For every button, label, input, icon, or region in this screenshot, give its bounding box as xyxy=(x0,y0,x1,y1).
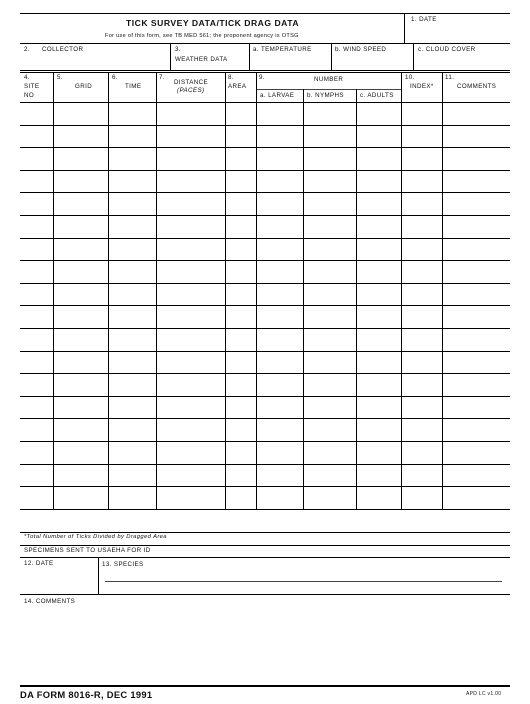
table-cell[interactable] xyxy=(357,193,400,214)
table-cell[interactable] xyxy=(443,487,509,508)
table-cell[interactable] xyxy=(109,397,155,418)
table-cell[interactable] xyxy=(157,419,224,440)
weather-label: WEATHER DATA xyxy=(175,56,228,63)
table-cell[interactable] xyxy=(304,352,355,373)
rule xyxy=(20,72,510,73)
date-field-label: 1. DATE xyxy=(411,16,437,23)
table-cell[interactable] xyxy=(304,126,355,147)
table-cell[interactable] xyxy=(21,465,52,486)
table-cell[interactable] xyxy=(157,239,224,260)
table-cell[interactable] xyxy=(54,171,107,192)
temperature-label: a. TEMPERATURE xyxy=(253,46,312,53)
table-cell[interactable] xyxy=(54,419,107,440)
table-cell[interactable] xyxy=(257,239,302,260)
table-cell[interactable] xyxy=(109,374,155,395)
rule xyxy=(256,89,401,90)
table-cell[interactable] xyxy=(21,171,52,192)
table-cell[interactable] xyxy=(402,374,441,395)
table-cell[interactable] xyxy=(357,171,400,192)
table-cell[interactable] xyxy=(402,306,441,327)
table-cell[interactable] xyxy=(443,126,509,147)
table-cell[interactable] xyxy=(109,419,155,440)
table-cell[interactable] xyxy=(357,261,400,282)
table-cell[interactable] xyxy=(226,148,255,169)
table-cell[interactable] xyxy=(109,193,155,214)
table-cell[interactable] xyxy=(402,103,441,124)
table-cell[interactable] xyxy=(402,171,441,192)
table-cell[interactable] xyxy=(304,284,355,305)
species-label: 13. SPECIES xyxy=(102,561,144,568)
table-cell[interactable] xyxy=(109,329,155,350)
rule xyxy=(20,685,510,687)
table-cell[interactable] xyxy=(402,239,441,260)
table-cell[interactable] xyxy=(357,216,400,237)
table-cell[interactable] xyxy=(157,171,224,192)
table-cell[interactable] xyxy=(402,193,441,214)
table-cell[interactable] xyxy=(21,442,52,463)
rule xyxy=(20,545,510,546)
table-cell[interactable] xyxy=(109,284,155,305)
table-cell[interactable] xyxy=(304,419,355,440)
table-cell[interactable] xyxy=(402,148,441,169)
distance-sub-label: (PACES) xyxy=(177,87,205,94)
table-cell[interactable] xyxy=(109,442,155,463)
table-cell[interactable] xyxy=(257,284,302,305)
nymphs-label: b. NYMPHS xyxy=(307,92,344,99)
table-cell[interactable] xyxy=(304,442,355,463)
table-cell[interactable] xyxy=(257,442,302,463)
table-cell[interactable] xyxy=(109,103,155,124)
table-cell[interactable] xyxy=(157,193,224,214)
site-label: SITE xyxy=(24,83,40,90)
table-cell[interactable] xyxy=(357,126,400,147)
table-cell[interactable] xyxy=(304,103,355,124)
table-cell[interactable] xyxy=(157,261,224,282)
rule xyxy=(413,43,414,70)
form-title: TICK SURVEY DATA/TICK DRAG DATA xyxy=(126,18,300,28)
form-header xyxy=(0,0,530,70)
table-cell[interactable] xyxy=(443,148,509,169)
table-cell[interactable] xyxy=(157,442,224,463)
table-cell[interactable] xyxy=(357,239,400,260)
table-cell[interactable] xyxy=(357,329,400,350)
table-cell[interactable] xyxy=(402,261,441,282)
table-cell[interactable] xyxy=(109,148,155,169)
table-cell[interactable] xyxy=(109,126,155,147)
table-cell[interactable] xyxy=(54,442,107,463)
table-cell[interactable] xyxy=(443,193,509,214)
table-cell[interactable] xyxy=(357,284,400,305)
table-cell[interactable] xyxy=(226,352,255,373)
table-cell[interactable] xyxy=(257,397,302,418)
table-cell[interactable] xyxy=(54,374,107,395)
table-cell[interactable] xyxy=(21,103,52,124)
table-cell[interactable] xyxy=(54,465,107,486)
table-cell[interactable] xyxy=(54,103,107,124)
larvae-label: a. LARVAE xyxy=(260,92,295,99)
table-cell[interactable] xyxy=(257,103,302,124)
table-cell[interactable] xyxy=(304,374,355,395)
table-cell[interactable] xyxy=(257,216,302,237)
table-cell[interactable] xyxy=(226,193,255,214)
table-cell[interactable] xyxy=(226,419,255,440)
rule xyxy=(98,557,99,595)
table-cell[interactable] xyxy=(257,487,302,508)
table-cell[interactable] xyxy=(226,239,255,260)
table-cell[interactable] xyxy=(357,465,400,486)
grid-number: 5. xyxy=(57,74,63,81)
area-number: 8. xyxy=(228,74,234,81)
table-cell[interactable] xyxy=(157,284,224,305)
weather-number: 3. xyxy=(175,46,181,53)
table-cell[interactable] xyxy=(257,148,302,169)
table-cell[interactable] xyxy=(54,216,107,237)
table-cell[interactable] xyxy=(157,352,224,373)
table-cell[interactable] xyxy=(304,171,355,192)
table-cell[interactable] xyxy=(21,419,52,440)
table-cell[interactable] xyxy=(443,352,509,373)
table-cell[interactable] xyxy=(54,329,107,350)
table-cell[interactable] xyxy=(109,306,155,327)
table-cell[interactable] xyxy=(443,171,509,192)
table-cell[interactable] xyxy=(304,148,355,169)
index-footnote: *Total Number of Ticks Divided by Dragged Area xyxy=(24,534,167,540)
table-cell[interactable] xyxy=(357,374,400,395)
table-cell[interactable] xyxy=(443,239,509,260)
form-version: APD LC v1.00 xyxy=(466,691,502,697)
table-cell[interactable] xyxy=(21,126,52,147)
rule xyxy=(105,581,502,582)
table-cell[interactable] xyxy=(304,193,355,214)
form-subtitle: For use of this form, see TB MED 561; the proponent agency is OTSG xyxy=(105,33,299,39)
comments-section-label: 14. COMMENTS xyxy=(24,598,76,605)
cloud-cover-field[interactable] xyxy=(414,56,510,70)
table-cell[interactable] xyxy=(257,352,302,373)
collector-field[interactable] xyxy=(20,44,170,70)
table-cell[interactable] xyxy=(21,397,52,418)
table-cell[interactable] xyxy=(257,126,302,147)
table-cell[interactable] xyxy=(54,487,107,508)
table-cell[interactable] xyxy=(304,329,355,350)
table-cell[interactable] xyxy=(54,284,107,305)
comments-number: 11. xyxy=(445,74,455,81)
table-cell[interactable] xyxy=(402,216,441,237)
table-cell[interactable] xyxy=(157,306,224,327)
table-cell[interactable] xyxy=(157,329,224,350)
table-cell[interactable] xyxy=(226,103,255,124)
table-cell[interactable] xyxy=(357,306,400,327)
table-cell[interactable] xyxy=(54,239,107,260)
index-number: 10. xyxy=(405,74,415,81)
index-label: INDEX* xyxy=(410,83,434,90)
table-cell[interactable] xyxy=(226,126,255,147)
table-cell[interactable] xyxy=(402,329,441,350)
table-cell[interactable] xyxy=(226,171,255,192)
table-cell[interactable] xyxy=(304,261,355,282)
rule xyxy=(331,43,332,70)
table-cell[interactable] xyxy=(443,103,509,124)
distance-number: 7. xyxy=(159,74,165,81)
table-cell[interactable] xyxy=(357,487,400,508)
table-cell[interactable] xyxy=(109,352,155,373)
wind-speed-field[interactable] xyxy=(331,56,413,70)
table-cell[interactable] xyxy=(109,487,155,508)
table-cell[interactable] xyxy=(21,284,52,305)
table-cell[interactable] xyxy=(443,306,509,327)
table-cell[interactable] xyxy=(257,419,302,440)
table-cell[interactable] xyxy=(157,216,224,237)
species-field[interactable] xyxy=(105,570,502,594)
table-cell[interactable] xyxy=(443,374,509,395)
collector-number: 2. xyxy=(24,46,30,53)
table-cell[interactable] xyxy=(257,171,302,192)
specimens-sent-label: SPECIMENS SENT TO USAEHA FOR ID xyxy=(24,547,151,554)
table-cell[interactable] xyxy=(21,239,52,260)
comments-label: COMMENTS xyxy=(457,83,497,90)
table-cell[interactable] xyxy=(226,465,255,486)
site-number: 4. xyxy=(24,74,30,81)
table-cell[interactable] xyxy=(402,442,441,463)
table-cell[interactable] xyxy=(21,261,52,282)
adults-label: c. ADULTS xyxy=(360,92,394,99)
table-cell[interactable] xyxy=(402,352,441,373)
number-label: NUMBER xyxy=(314,76,344,83)
collector-label: COLLECTOR xyxy=(42,46,84,53)
area-label: AREA xyxy=(228,83,247,90)
table-cell[interactable] xyxy=(357,103,400,124)
table-cell[interactable] xyxy=(257,329,302,350)
table-cell[interactable] xyxy=(21,487,52,508)
table-cell[interactable] xyxy=(54,397,107,418)
table-cell[interactable] xyxy=(54,306,107,327)
table-cell[interactable] xyxy=(226,216,255,237)
rule xyxy=(20,43,510,44)
table-cell[interactable] xyxy=(157,126,224,147)
table-cell[interactable] xyxy=(157,148,224,169)
temperature-field[interactable] xyxy=(249,56,331,70)
table-cell[interactable] xyxy=(402,284,441,305)
table-cell[interactable] xyxy=(54,352,107,373)
table-cell[interactable] xyxy=(109,465,155,486)
table-cell[interactable] xyxy=(402,465,441,486)
rule xyxy=(20,532,510,533)
table-cell[interactable] xyxy=(257,465,302,486)
table-cell[interactable] xyxy=(443,329,509,350)
table-cell[interactable] xyxy=(226,306,255,327)
wind-speed-label: b. WIND SPEED xyxy=(335,46,387,53)
table-cell[interactable] xyxy=(21,374,52,395)
table-cell[interactable] xyxy=(226,261,255,282)
table-cell[interactable] xyxy=(226,397,255,418)
grid-label: GRID xyxy=(75,83,93,90)
table-cell[interactable] xyxy=(304,239,355,260)
table-cell[interactable] xyxy=(257,306,302,327)
rule xyxy=(20,594,510,595)
table-cell[interactable] xyxy=(304,397,355,418)
specimen-date-label: 12. DATE xyxy=(24,560,54,567)
rule xyxy=(20,70,510,71)
table-cell[interactable] xyxy=(21,216,52,237)
table-cell[interactable] xyxy=(21,148,52,169)
site-label-no: NO xyxy=(24,92,35,99)
table-cell[interactable] xyxy=(402,419,441,440)
table-cell[interactable] xyxy=(357,419,400,440)
table-cell[interactable] xyxy=(402,487,441,508)
table-cell[interactable] xyxy=(443,419,509,440)
table-cell[interactable] xyxy=(226,284,255,305)
table-cell[interactable] xyxy=(157,487,224,508)
table-cell[interactable] xyxy=(357,442,400,463)
table-cell[interactable] xyxy=(443,284,509,305)
table-cell[interactable] xyxy=(357,352,400,373)
cloud-cover-label: c. CLOUD COVER xyxy=(418,46,476,53)
rule xyxy=(404,13,405,44)
table-cell[interactable] xyxy=(54,261,107,282)
form-id: DA FORM 8016-R, DEC 1991 xyxy=(20,689,153,700)
table-cell[interactable] xyxy=(443,261,509,282)
table-cell[interactable] xyxy=(304,465,355,486)
table-cell[interactable] xyxy=(157,397,224,418)
table-cell[interactable] xyxy=(157,374,224,395)
table-cell[interactable] xyxy=(109,239,155,260)
table-cell[interactable] xyxy=(443,397,509,418)
number-number: 9. xyxy=(259,74,265,81)
table-cell[interactable] xyxy=(21,329,52,350)
table-cell[interactable] xyxy=(226,374,255,395)
table-cell[interactable] xyxy=(357,397,400,418)
table-cell[interactable] xyxy=(357,148,400,169)
table-cell[interactable] xyxy=(304,306,355,327)
table-cell[interactable] xyxy=(21,352,52,373)
table-cell[interactable] xyxy=(21,193,52,214)
table-cell[interactable] xyxy=(304,216,355,237)
table-cell[interactable] xyxy=(226,487,255,508)
table-cell[interactable] xyxy=(443,216,509,237)
distance-label: DISTANCE xyxy=(174,79,209,86)
rule xyxy=(20,13,510,14)
table-cell[interactable] xyxy=(54,148,107,169)
table-cell[interactable] xyxy=(109,171,155,192)
table-cell[interactable] xyxy=(54,126,107,147)
comments-field[interactable] xyxy=(20,608,510,684)
table-cell[interactable] xyxy=(443,442,509,463)
table-cell[interactable] xyxy=(157,103,224,124)
table-row-rule xyxy=(20,509,510,510)
rule xyxy=(20,557,510,558)
table-cell[interactable] xyxy=(226,329,255,350)
table-cell[interactable] xyxy=(157,465,224,486)
time-label: TIME xyxy=(125,83,142,90)
table-cell[interactable] xyxy=(21,306,52,327)
table-cell[interactable] xyxy=(226,442,255,463)
table-cell[interactable] xyxy=(402,126,441,147)
table-cell[interactable] xyxy=(257,261,302,282)
specimen-date-field[interactable] xyxy=(20,570,98,594)
table-cell[interactable] xyxy=(109,216,155,237)
table-cell[interactable] xyxy=(54,193,107,214)
table-cell[interactable] xyxy=(257,193,302,214)
rule xyxy=(170,43,171,70)
rule xyxy=(249,43,250,70)
time-number: 6. xyxy=(112,74,118,81)
table-cell[interactable] xyxy=(402,397,441,418)
table-cell[interactable] xyxy=(109,261,155,282)
date-field[interactable] xyxy=(404,14,510,43)
table-cell[interactable] xyxy=(304,487,355,508)
table-cell[interactable] xyxy=(257,374,302,395)
table-cell[interactable] xyxy=(443,465,509,486)
